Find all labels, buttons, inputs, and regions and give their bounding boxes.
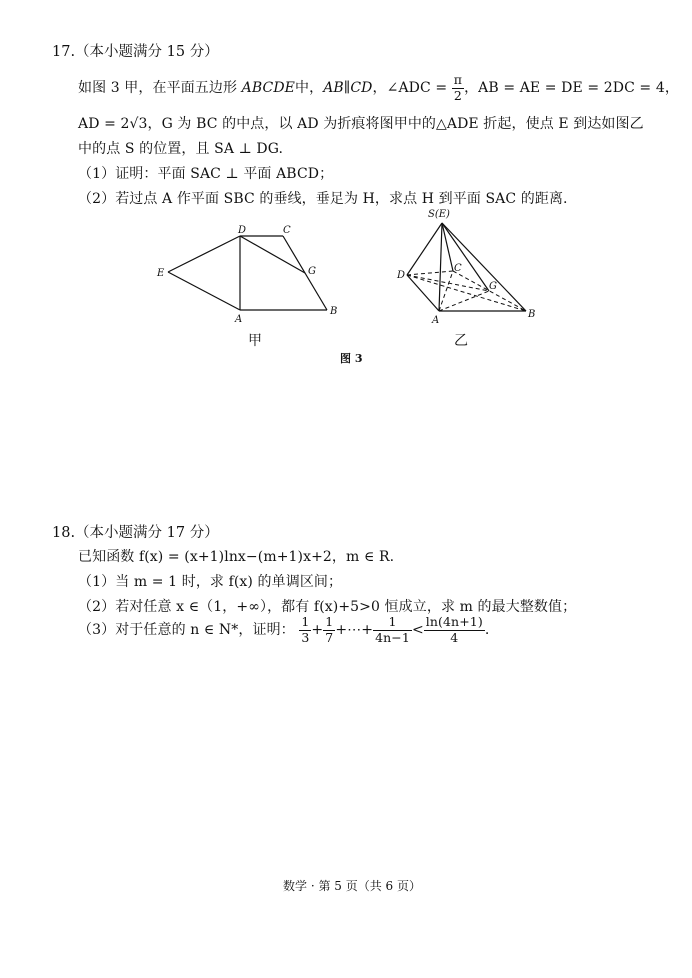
q17-line3: 中的点 S 的位置，且 SA ⊥ DG. [78,141,284,157]
point-g2: G [489,281,497,292]
frac-1-3-num: 1 [301,614,310,629]
q17-line1-parallel: AB∥CD [323,80,373,96]
less-than: < [411,622,424,638]
caption-jia: 甲 [248,333,262,349]
period: . [484,622,490,638]
point-a: A [235,314,243,325]
frac-1-4n-1-den: 4n−1 [375,629,410,645]
point-g: G [308,266,316,277]
q17-line1-lengths: ，AB = AE = DE = 2DC = 4， [464,80,679,96]
point-c: C [283,225,291,236]
figure-label: 图 3 [340,352,363,365]
point-d: D [238,225,247,236]
figure-yi [392,205,552,325]
point-b: B [330,306,338,317]
q17-line1-pentagon: ABCDE [241,80,295,96]
point-a2: A [432,315,440,325]
q18-part3 [78,616,489,644]
point-b2: B [528,309,536,320]
frac-1-3 [299,616,311,644]
point-e: E [157,268,165,279]
frac-1-4n-1-num: 1 [388,614,397,629]
q18-line1: 已知函数 f(x) = (x+1)lnx−(m+1)x+2，m ∈ R. [78,549,395,565]
frac-ln-num: ln(4n+1) [425,614,483,629]
q17-line2: AD = 2√3，G 为 BC 的中点，以 AD 为折痕将图甲中的△ADE 折起，使点 E 到达如图乙 [78,116,644,132]
frac-1-4n-1 [373,616,412,644]
page-footer: 数学 · 第 5 页（共 6 页） [283,879,421,893]
q17-frac-den: 2 [452,88,464,103]
caption-yi: 乙 [454,333,468,349]
q17-line1-text-a: 如图 3 甲，在平面五边形 [78,80,238,96]
q18-part1: （1）当 m = 1 时，求 f(x) 的单调区间； [78,574,343,590]
figure-jia [140,218,360,328]
point-c2: C [454,263,462,274]
frac-1-7-num: 1 [325,614,334,629]
frac-1-7 [323,616,335,644]
point-d2: D [397,270,406,281]
q17-line1-angle: ，∠ADC = [372,80,448,96]
frac-ln [424,616,485,644]
q18-part3-text: （3）对于任意的 n ∈ N*，证明： [78,622,295,638]
q18-header: 18.（本小题满分 17 分） [52,525,219,541]
ellipsis: +⋯+ [335,622,374,638]
frac-1-7-den: 7 [325,629,334,645]
plus-sign: + [311,622,324,638]
point-s-e: S(E) [428,209,450,220]
q17-line1 [78,74,679,102]
q17-frac-num: π [453,72,463,87]
q17-header: 17.（本小题满分 15 分） [52,44,219,60]
q17-part1: （1）证明：平面 SAC ⊥ 平面 ABCD； [78,166,334,182]
q17-part2: （2）若过点 A 作平面 SBC 的垂线，垂足为 H，求点 H 到平面 SAC 的距离. [78,191,568,207]
q18-part2: （2）若对任意 x ∈（1，+∞），都有 f(x)+5>0 恒成立，求 m 的最大整数值； [78,599,577,615]
q17-line1-text-c: 中， [295,80,324,96]
q17-pi-over-2 [452,74,464,102]
frac-1-3-den: 3 [301,629,310,645]
frac-ln-den: 4 [424,630,485,645]
